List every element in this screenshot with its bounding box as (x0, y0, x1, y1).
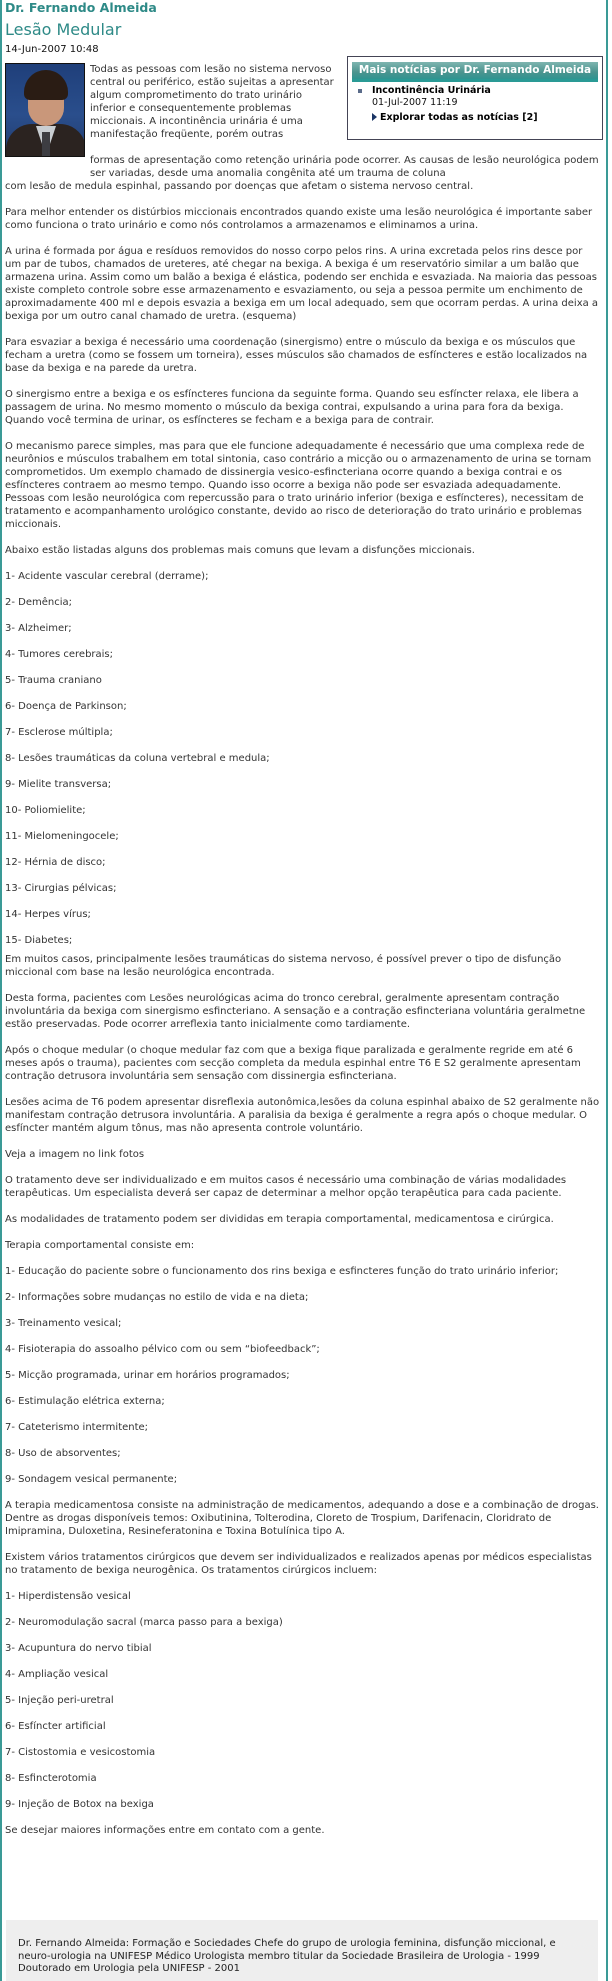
paragraph: Terapia comportamental consiste em: (5, 1240, 195, 1251)
paragraph: Veja a imagem no link fotos (5, 1149, 145, 1160)
problem-item: 5- Trauma craniano (5, 675, 102, 686)
more-news-date: 01-Jul-2007 11:19 (372, 97, 458, 108)
article-date: 14-Jun-2007 10:48 (5, 44, 99, 55)
more-news-link[interactable]: Incontinência Urinária (372, 85, 491, 96)
surgical-item: 6- Esfíncter artificial (5, 1721, 106, 1732)
intro-paragraph-wrapped: Todas as pessoas com lesão no sistema nervoso central ou periférico, estão sujeitas a apresentar algum comprometimento do trato urinário inferior e consequentemente problemas miccionais. A incontinência urinária é uma manifestação freqüente, porém outras (90, 64, 334, 140)
problem-item: 12- Hérnia de disco; (5, 857, 106, 868)
paragraph: O sinergismo entre a bexiga e os esfíncteres funciona da seguinte forma. Quando seu esfíncter relaxa, ele libera a passagem de urina. No mesmo momento o músculo da bexiga contrai, expulsando a urina para fora da bexiga. Quando você termina de urinar, os esfíncteres se fecham e a bexiga para de contrair. (5, 389, 579, 426)
problem-item: 7- Esclerose múltipla; (5, 727, 113, 738)
paragraph: Para esvaziar a bexiga é necessário uma coordenação (sinergismo) entre o músculo da bexiga e os músculos que fecham a uretra (como se fossem um torneira), esses músculos são chamados de esfíncteres e estão localizados na base da bexiga e na parede da uretra. (5, 337, 588, 374)
paragraph: A urina é formada por água e resíduos removidos do nosso corpo pelos rins. A urina excretada pelos rins desce por um par de tubos, chamados de ureteres, até chegar na bexiga. A bexiga é um reservatório similar a um balão que armazena urina. Assim como um balão a bexiga é elástica, podendo ser enchida e esvaziada. Na maioria das pessoas existe completo controle sobre esse armazenamento e esvaziamento, ou seja a pessoa permite um enchimento de aproximadamente 400 ml e depois esvazia a bexiga em um local adequado, sem que ocorram perdas. A urina deixa a bexiga por um outro canal chamado de uretra. (esquema) (5, 246, 599, 322)
behavioral-item: 7- Cateterismo intermitente; (5, 1422, 149, 1433)
more-news-list (348, 85, 602, 109)
paragraph: Para melhor entender os distúrbios miccionais encontrados quando existe uma lesão neurológica é importante saber como funciona o trato urinário e como nós controlamos a armazenamos e eliminamos a urina. (5, 207, 593, 231)
article-body (5, 206, 601, 1850)
paragraph: Em muitos casos, principalmente lesões traumáticas do sistema nervoso, é possível prever o tipo de disfunção miccional com base na lesão neurológica encontrada. (5, 954, 562, 978)
surgical-item: 2- Neuromodulação sacral (marca passo para a bexiga) (5, 1617, 283, 1628)
problem-item: 13- Cirurgias pélvicas; (5, 883, 117, 894)
problem-item: 4- Tumores cerebrais; (5, 649, 114, 660)
surgical-item: 1- Hiperdistensão vesical (5, 1591, 131, 1602)
paragraph: Lesões acima de T6 podem apresentar disreflexia autonômica,lesões da coluna espinhal abaixo de S2 geralmente não manifestam contração detrusora involuntária. A paralisia da bexiga é geralmente a regra após o choque medular. O esfíncter mantém algum tônus, mas não apresenta controle voluntário. (5, 1097, 600, 1134)
explore-all-news-label: Explorar todas as notícias [2] (380, 112, 538, 123)
behavioral-item: 3- Treinamento vesical; (5, 1318, 122, 1329)
author-bio: Dr. Fernando Almeida: Formação e Sociedades Chefe do grupo de urologia feminina, disfunção miccional, e neuro-urologia na UNIFESP Médico Urologista membro titular da Sociedade Brasileira de Urologia - 1999 Doutorado em Urologia pela UNIFESP - 2001 (6, 1920, 598, 1981)
paragraph: Desta forma, pacientes com Lesões neurológicas acima do tronco cerebral, geralmente apresentam contração involuntária da bexiga com sinergismo esfincteriano. A sensação e a contração esfincteriana voluntária geralmetne estão preservadas. Pode ocorrer arreflexia tanto inicialmente como tardiamente. (5, 993, 586, 1030)
surgical-item: 3- Acupuntura do nervo tibial (5, 1643, 152, 1654)
problem-item: 1- Acidente vascular cerebral (derrame); (5, 571, 209, 582)
closing-paragraph: Se desejar maiores informações entre em contato com a gente. (5, 1825, 325, 1836)
surgical-item: 4- Ampliação vesical (5, 1669, 109, 1680)
paragraph: Após o choque medular (o choque medular faz com que a bexiga fique paralizada e geralmente regride em até 6 meses após o trauma), pacientes com secção completa da medula espinhal entre T6 E S2 geralmente apresentam contração detrusora involuntária sem sensação com dissinergia esfincteriana. (5, 1045, 581, 1082)
surgical-item: 5- Injeção peri-uretral (5, 1695, 114, 1706)
behavioral-item: 1- Educação do paciente sobre o funcionamento dos rins bexiga e esfincteres função do trato urinário inferior; (5, 1266, 559, 1277)
paragraph: O mecanismo parece simples, mas para que ele funcione adequadamente é necessário que uma complexa rede de neurônios e músculos trabalhem em total sintonia, caso contrário a micção ou o armazenamento de urina se tornam comprometidos. Um exemplo chamado de dissinergia vesico-esfincteriana ocorre quando a bexiga contrai e os esfíncteres contraem ao mesmo tempo. Quando isso ocorre a bexiga não pode ser esvaziada adequadamente. Pessoas com lesão neurológica com repercussão para o trato urinário inferior (bexiga e esfíncteres), necessitam de tratamento e acompanhamento urológico constante, devido ao risco de deterioração do trato urinário e problemas miccionais. (5, 441, 592, 530)
problem-item: 2- Demência; (5, 597, 73, 608)
problem-item: 14- Herpes vírus; (5, 909, 91, 920)
problem-item: 15- Diabetes; (5, 935, 73, 946)
surgical-item: 8- Esfincterotomia (5, 1773, 97, 1784)
problem-item: 3- Alzheimer; (5, 623, 72, 634)
paragraph: A terapia medicamentosa consiste na administração de medicamentos, adequando a dose e a combinação de drogas. Dentre as drogas disponíveis temos: Oxibutinina, Tolterodina, Cloreto de Trospium, Darifenacin, Cloridrato de Imipramina, Duloxetina, Resineferatonina e Toxina Botulínica tipo A. (5, 1500, 599, 1537)
behavioral-item: 2- Informações sobre mudanças no estilo de vida e na dieta; (5, 1292, 309, 1303)
triangle-right-icon (372, 113, 377, 121)
behavioral-item: 8- Uso de absorventes; (5, 1448, 121, 1459)
article-title: Lesão Medular (5, 20, 122, 39)
behavioral-item: 9- Sondagem vesical permanente; (5, 1474, 178, 1485)
problem-item: 9- Mielite transversa; (5, 779, 112, 790)
behavioral-item: 5- Micção programada, urinar em horários programados; (5, 1370, 290, 1381)
paragraph: As modalidades de tratamento podem ser divididas em terapia comportamental, medicamentosa e cirúrgica. (5, 1214, 554, 1225)
problem-item: 11- Mielomeningocele; (5, 831, 119, 842)
paragraph: Existem vários tratamentos cirúrgicos que devem ser individualizados e realizados apenas por médicos especialistas no tratamento de bexiga neurogênica. Os tratamentos cirúrgicos incluem: (5, 1552, 592, 1576)
behavioral-item: 6- Estimulação elétrica externa; (5, 1396, 165, 1407)
more-news-heading: Mais notícias por Dr. Fernando Almeida (352, 62, 598, 82)
paragraph: O tratamento deve ser individualizado e em muitos casos é necessário uma combinação de várias modalidades terapêuticas. Um especialista deverá ser capaz de determinar a melhor opção terapêutica para cada paciente. (5, 1175, 567, 1199)
behavioral-item: 4- Fisioterapia do assoalho pélvico com ou sem “biofeedback”; (5, 1344, 320, 1355)
explore-all-news-link[interactable] (372, 112, 602, 123)
intro-paragraph-continued: formas de apresentação como retenção urinária pode ocorrer. As causas de lesão neurológica podem ser variadas, desde uma anomalia congênita até um trauma de coluna (90, 155, 599, 179)
author-name[interactable]: Dr. Fernando Almeida (5, 0, 157, 15)
problem-item: 6- Doença de Parkinson; (5, 701, 127, 712)
square-bullet-icon (358, 89, 362, 93)
more-news-item (358, 85, 602, 109)
more-news-box (347, 56, 603, 140)
surgical-item: 7- Cistostomia e vesicostomia (5, 1747, 156, 1758)
paragraph: Abaixo estão listadas alguns dos problemas mais comuns que levam a disfunções miccionais. (5, 545, 475, 556)
problem-item: 10- Poliomielite; (5, 805, 86, 816)
intro-paragraph-end: com lesão de medula espinhal, passando por doenças que afetam o sistema nervoso central. (5, 181, 474, 192)
author-photo (5, 63, 85, 157)
surgical-item: 9- Injeção de Botox na bexiga (5, 1799, 154, 1810)
problem-item: 8- Lesões traumáticas da coluna vertebral e medula; (5, 753, 270, 764)
